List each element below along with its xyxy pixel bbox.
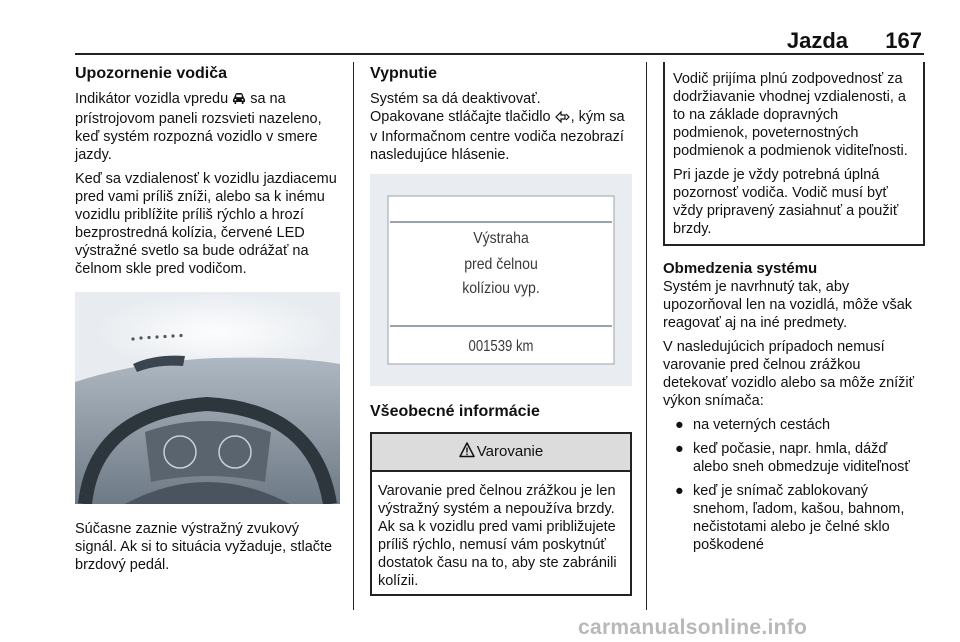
paragraph-deactivate: Systém sa dá deaktivovať.	[370, 91, 541, 107]
watermark: carmanualsonline.info	[578, 616, 808, 639]
heading-general-info: Všeobecné informácie	[370, 403, 540, 420]
warning-text: Varovanie pred čelnou zrážkou je len výstražný systém a nepoužíva brzdy. Ak sa k vozidlu pred vami približujete príliš rýchlo, nemusí vám poskytnúť dostatok času na to, aby ste zabránili kolízii.	[378, 483, 617, 589]
driver-info-display-illustration	[370, 174, 632, 386]
column-2	[370, 64, 632, 596]
bullet: ●	[675, 417, 684, 433]
page-header	[0, 0, 960, 60]
conditions-list	[663, 416, 925, 554]
column-divider-1	[353, 62, 354, 610]
windshield-led-illustration	[75, 292, 340, 504]
display-line-3: kolíziou vyp.	[462, 280, 540, 297]
column-1	[75, 64, 340, 580]
vehicle-ahead-icon	[232, 92, 246, 110]
note-attention: Pri jazde je vždy potrebná úplná pozornosť vodiča. Vodič musí byť vždy pripravený zasiahnuť a použiť brzdy.	[673, 167, 899, 237]
header-divider	[75, 53, 924, 55]
list-item	[663, 416, 925, 434]
warning-box	[370, 432, 632, 596]
display-odometer: 001539 km	[468, 338, 534, 355]
warning-title: Varovanie	[476, 443, 544, 460]
paragraph-conditions: V nasledujúcich prípadoch nemusí varovanie pred čelnou zrážkou detekovať vozidlo alebo sa môže znížiť výkon snímača:	[663, 339, 915, 409]
paragraph-text: , kým sa v Informačnom centre vodiča nezobrazí nasledujúce hlásenie.	[370, 109, 625, 163]
list-item-text: na veterných cestách	[693, 417, 831, 433]
list-item-text: keď je snímač zablokovaný snehom, ľadom, kašou, bahnom, nečistotami alebo je čelné sklo poškodené	[693, 483, 905, 553]
column-3	[663, 64, 925, 560]
paragraph-button	[370, 108, 632, 164]
responsibility-box	[663, 62, 925, 246]
list-item	[663, 440, 925, 476]
paragraph-text: Opakovane stláčajte tlačidlo	[370, 109, 555, 125]
section-title: Jazda	[786, 28, 848, 53]
paragraph-system-design: Systém je navrhnutý tak, aby upozorňoval len na vozidlá, môže však reagovať aj na iné predmety.	[663, 279, 913, 331]
distance-button-icon	[555, 110, 571, 128]
list-item	[663, 482, 925, 554]
column-divider-2	[646, 62, 647, 610]
list-item-text: keď počasie, napr. hmla, dážď alebo sneh obmedzuje viditeľnosť	[693, 441, 910, 475]
paragraph-distance: Keď sa vzdialenosť k vozidlu jazdiacemu pred vami príliš zníži, alebo sa k inému vozidlu priblížite príliš rýchlo a hrozí bezprostredná kolízia, červené LED výstražné svetlo sa bude odrážať na čelnom skle pred vodičom.	[75, 171, 337, 277]
note-responsibility: Vodič prijíma plnú zodpovednosť za dodržiavanie vhodnej vzdialenosti, a to na základe dopravných podmienok, poveternostných podmienok a podmienok viditeľnosti.	[673, 71, 908, 159]
display-line-2: pred čelnou	[464, 256, 538, 273]
page-number: 167	[885, 28, 922, 53]
warning-triangle-icon	[459, 442, 475, 463]
display-line-1: Výstraha	[473, 230, 529, 247]
paragraph-sound: Súčasne zaznie výstražný zvukový signál. Ak si to situácia vyžaduje, stlačte brzdový pedál.	[75, 521, 333, 573]
bullet: ●	[675, 483, 684, 499]
heading-deactivation: Vypnutie	[370, 65, 437, 82]
warning-header	[372, 434, 630, 472]
bullet: ●	[675, 441, 684, 457]
paragraph-text: sa na prístrojovom paneli rozsvieti nazeleno, keď systém rozpozná vozidlo v smere jazdy.	[75, 91, 322, 163]
paragraph-text: Indikátor vozidla vpredu	[75, 91, 233, 107]
paragraph-indicator	[75, 90, 340, 164]
heading-system-limits: Obmedzenia systému	[663, 260, 818, 277]
heading-driver-warning: Upozornenie vodiča	[75, 65, 228, 82]
